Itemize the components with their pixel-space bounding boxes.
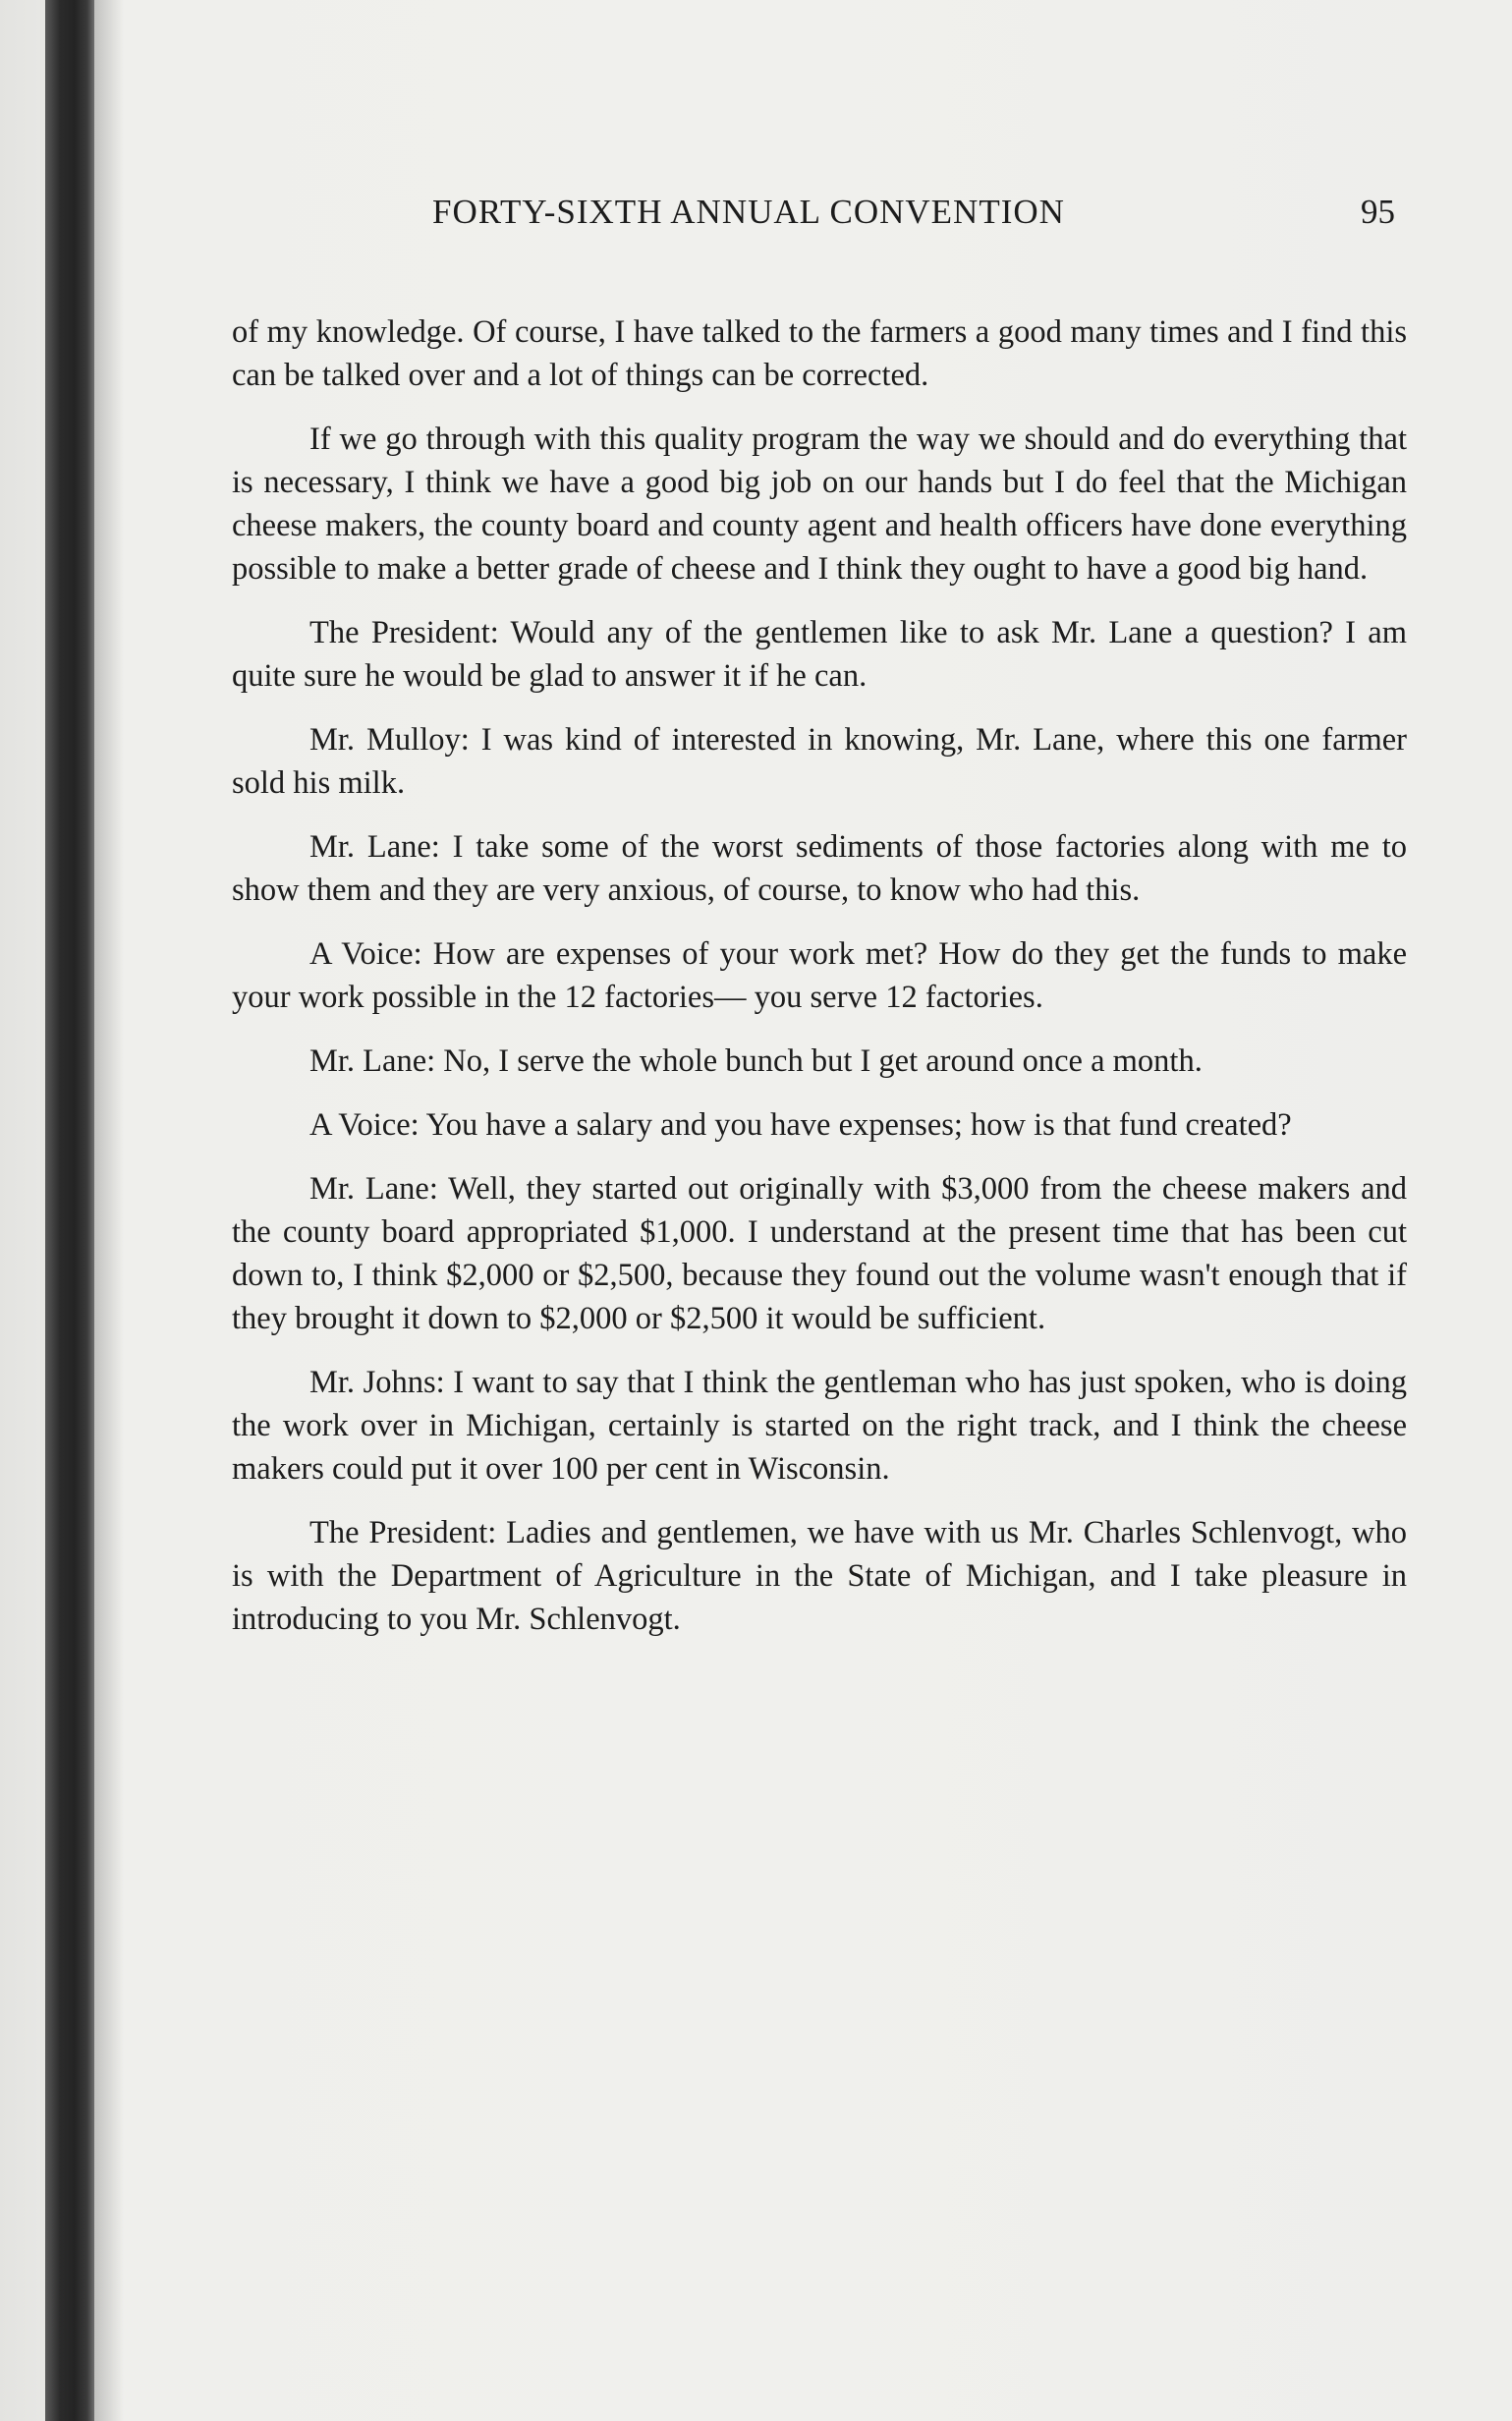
paragraph-quality-program: If we go through with this quality program the way we should and do everything that is necessary, I think we have a good big job on our hands but I do feel that the Michigan cheese makers, the county board and county agent and health officers have done everything possible to make a better grade of cheese and I think they ought to have a good big hand. [232, 422, 1407, 587]
paragraph-president-question: The President: Would any of the gentlemen like to ask Mr. Lane a question? I am quite sure he would be glad to answer it if he can. [232, 615, 1407, 694]
paragraph-lane-sediments: Mr. Lane: I take some of the worst sediments of those factories along with me to show them and they are very anxious, of course, to know who had this. [232, 829, 1407, 908]
body-text [232, 310, 1407, 1661]
book-binding-edge [45, 0, 94, 2421]
running-head [432, 193, 1395, 242]
paragraph-lane-month: Mr. Lane: No, I serve the whole bunch but I get around once a month. [309, 1043, 1203, 1079]
page-number: 95 [1361, 193, 1395, 231]
paragraph-lane-funding: Mr. Lane: Well, they started out originally with $3,000 from the cheese makers and the county board appropriated $1,000. I understand at the present time that has been cut down to, I think $2,000 or $2,500, because they found out the volume wasn't enough that if they brought it down to $2,000 or $2,500 it would be sufficient. [232, 1171, 1407, 1336]
paragraph-continuation: of my knowledge. Of course, I have talked to the farmers a good many times and I find this can be talked over and a lot of things can be corrected. [232, 314, 1407, 393]
paragraph-mulloy: Mr. Mulloy: I was kind of interested in knowing, Mr. Lane, where this one farmer sold his milk. [232, 722, 1407, 801]
paragraph-johns: Mr. Johns: I want to say that I think the gentleman who has just spoken, who is doing the work over in Michigan, certainly is started on the right track, and I think the cheese makers could put it over 100 per cent in Wisconsin. [232, 1365, 1407, 1487]
paragraph-president-intro: The President: Ladies and gentlemen, we have with us Mr. Charles Schlenvogt, who is with the Department of Agriculture in the State of Michigan, and I take pleasure in introducing to you Mr. Schlenvogt. [232, 1515, 1407, 1637]
paragraph-voice-expenses: A Voice: How are expenses of your work met? How do they get the funds to make your work possible in the 12 factories— you serve 12 factories. [232, 936, 1407, 1015]
running-title: FORTY-SIXTH ANNUAL CONVENTION [432, 193, 1065, 231]
paragraph-voice-salary: A Voice: You have a salary and you have expenses; how is that fund created? [309, 1107, 1292, 1143]
gutter-shadow [94, 0, 124, 2421]
